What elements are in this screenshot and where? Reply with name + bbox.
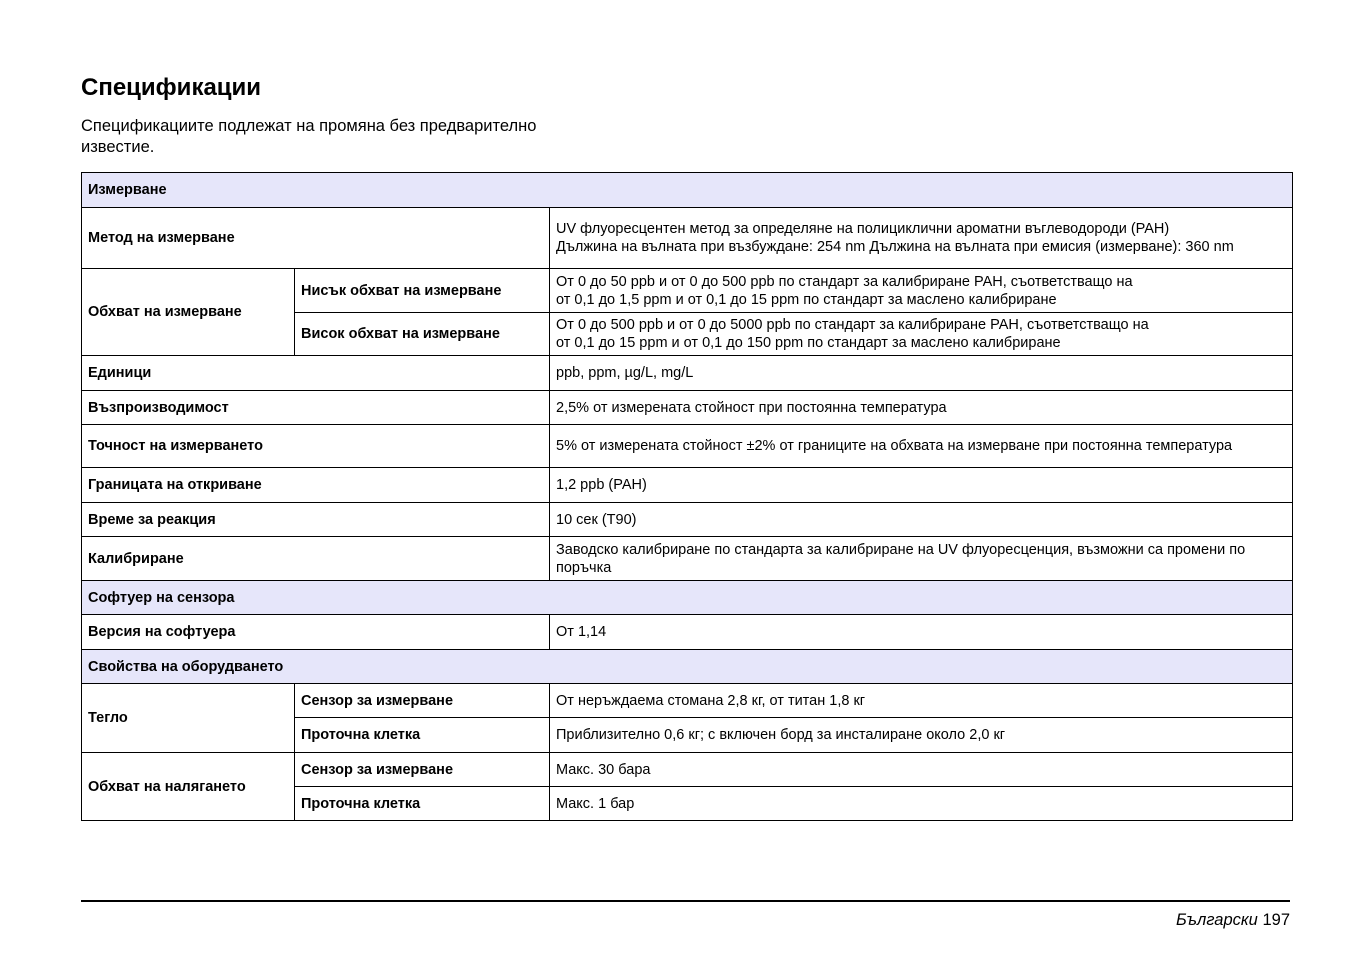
table-row-range-low	[82, 269, 1293, 313]
section-row-hardware	[82, 650, 1293, 684]
section-row-measurement	[82, 173, 1293, 208]
row-value-software-version: От 1,14	[550, 615, 1293, 650]
section-heading-measurement: Измерване	[82, 173, 1293, 208]
row-label-method: Метод на измерване	[82, 208, 550, 269]
section-heading-software: Софтуер на сензора	[82, 581, 1293, 615]
row-label-software-version: Версия на софтуера	[82, 615, 550, 650]
row-value-weight-cell: Приблизително 0,6 кг; с включен борд за инсталиране около 2,0 кг	[550, 718, 1293, 753]
table-row-method	[82, 208, 1293, 269]
row-value-range-low	[550, 269, 1293, 313]
row-value-accuracy: 5% от измерената стойност ±2% от границите на обхвата на измерване при постоянна температура	[550, 425, 1293, 468]
range-low-line-2: от 0,1 до 1,5 ppm и от 0,1 до 15 ppm по стандарт за маслено калибриране	[556, 291, 1057, 308]
table-row-detection-limit	[82, 468, 1293, 503]
table-row-response-time	[82, 503, 1293, 537]
range-high-line-1: От 0 до 500 ppb и от 0 до 5000 ppb по стандарт за калибриране PAH, съответстващо на	[556, 317, 1149, 333]
row-sublabel-weight-cell: Проточна клетка	[295, 718, 550, 753]
row-value-detection-limit: 1,2 ppb (PAH)	[550, 468, 1293, 503]
specifications-table	[81, 172, 1293, 821]
row-value-units: ppb, ppm, µg/L, mg/L	[550, 356, 1293, 391]
table-row-software-version	[82, 615, 1293, 650]
row-sublabel-pressure-sensor: Сензор за измерване	[295, 753, 550, 787]
row-label-detection-limit: Границата на откриване	[82, 468, 550, 503]
row-label-accuracy: Точност на измерването	[82, 425, 550, 468]
row-sublabel-pressure-cell: Проточна клетка	[295, 787, 550, 821]
table-row-pressure-sensor	[82, 753, 1293, 787]
method-value-line-2: Дължина на вълната при възбуждане: 254 nm Дължина на вълната при емисия (измерване): 360 nm	[556, 239, 1234, 255]
row-label-units: Единици	[82, 356, 550, 391]
page-footer	[1176, 909, 1290, 931]
table-row-weight-sensor	[82, 684, 1293, 718]
row-label-reproducibility: Възпроизводимост	[82, 391, 550, 425]
section-heading-hardware: Свойства на оборудването	[82, 650, 1293, 684]
range-high-line-2: от 0,1 до 15 ppm и от 0,1 до 150 ppm по стандарт за маслено калибриране	[556, 335, 1061, 351]
intro-text: Спецификациите подлежат на промяна без предварително известие.	[81, 117, 537, 156]
row-label-calibration: Калибриране	[82, 537, 550, 581]
row-sublabel-range-low: Нисък обхват на измерване	[295, 269, 550, 313]
row-value-calibration: Заводско калибриране по стандарта за калибриране на UV флуоресценция, възможни са промени по поръчка	[550, 537, 1293, 581]
page-title: Спецификации	[81, 74, 262, 101]
range-low-line-1: От 0 до 50 ppb и от 0 до 500 ppb по стандарт за калибриране PAH, съответстващо на	[556, 273, 1133, 290]
row-value-reproducibility: 2,5% от измерената стойност при постоянна температура	[550, 391, 1293, 425]
row-value-response-time: 10 сек (T90)	[550, 503, 1293, 537]
table-row-accuracy	[82, 425, 1293, 468]
section-row-software	[82, 581, 1293, 615]
row-value-method	[550, 208, 1293, 269]
row-sublabel-range-high: Висок обхват на измерване	[295, 313, 550, 356]
footer-divider	[81, 900, 1290, 902]
row-value-pressure-cell: Макс. 1 бар	[550, 787, 1293, 821]
row-label-range: Обхват на измерване	[82, 269, 295, 356]
row-value-weight-sensor: От неръждаема стомана 2,8 кг, от титан 1,8 кг	[550, 684, 1293, 718]
row-value-pressure-sensor: Макс. 30 бара	[550, 753, 1293, 787]
footer-language: Български	[1176, 911, 1258, 929]
row-sublabel-weight-sensor: Сензор за измерване	[295, 684, 550, 718]
table-row-reproducibility	[82, 391, 1293, 425]
method-value-line-1: UV флуоресцентен метод за определяне на полициклични ароматни въглеводороди (PAH)	[556, 221, 1170, 237]
row-label-weight: Тегло	[82, 684, 295, 753]
row-label-response-time: Време за реакция	[82, 503, 550, 537]
row-value-range-high	[550, 313, 1293, 356]
table-row-units	[82, 356, 1293, 391]
table-row-calibration	[82, 537, 1293, 581]
footer-page-number: 197	[1262, 911, 1290, 929]
row-label-pressure: Обхват на налягането	[82, 753, 295, 821]
